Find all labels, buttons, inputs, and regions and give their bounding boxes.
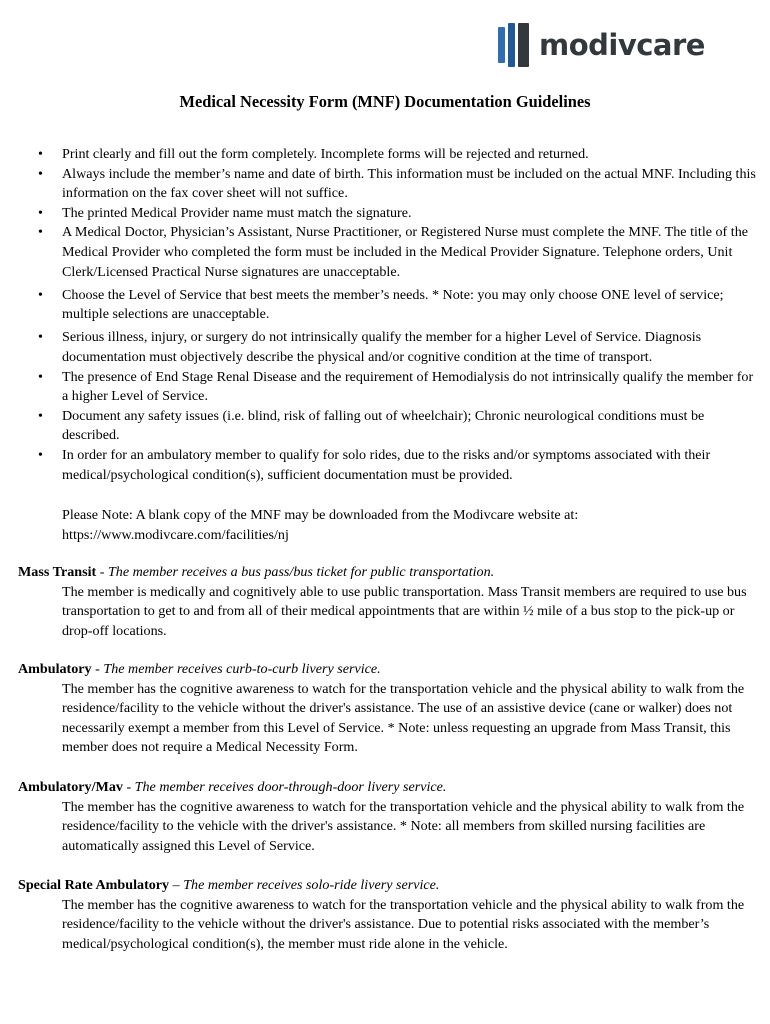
note-text: Please Note: A blank copy of the MNF may be downloaded from the Modivcare website at: [62,507,579,523]
section-desc: The member receives curb-to-curb livery service. [103,661,381,677]
section-mass-transit [18,563,758,641]
section-desc: The member receives a bus pass/bus ticket for public transportation. [107,564,495,580]
download-note [62,506,752,545]
bullet-item: • Print clearly and fill out the form completely. Incomplete forms will be rejected and returned. [0,145,760,165]
section-body: The member is medically and cognitively able to use public transportation. Mass Transit members are required to use bus transportation to get to and from all of their medical appointments that are within ½ mile of a bus stop to the pick-up or drop-off locations. [62,583,747,639]
section-body: The member has the cognitive awareness to watch for the transportation vehicle and the physical ability to walk from the residence/facility to the vehicle without the driver's assistance. The use of an assistive device (cane or walker) does not necessarily exempt a member from this Level of Service. * Note: unless requesting an upgrade from Mass Transit, this member does not require a Medical Necessity Form. [62,680,745,756]
section-body: The member has the cognitive awareness to watch for the transportation vehicle and the physical ability to walk from the residence/facility to the vehicle with the driver's assistance. * Note: all members from skilled nursing facilities are automatically assigned this Level of Service. [62,798,745,854]
bullet-item: • In order for an ambulatory member to qualify for solo rides, due to the risks and/or symptoms associated with their medical/psychological condition(s), sufficient documentation must be provided. [0,446,760,485]
section-sep: - [122,779,135,795]
section-name: Ambulatory [18,661,92,677]
bullet-item: • Document any safety issues (i.e. blind, risk of falling out of wheelchair); Chronic neurological conditions must be described. [0,407,760,446]
section-special-rate-ambulatory [18,876,758,954]
guidelines-list [0,145,760,485]
bullet-item: • A Medical Doctor, Physician’s Assistant, Nurse Practitioner, or Registered Nurse must complete the MNF. The title of the Medical Provider who completed the form must be included in the Medical Provider Signature. Telephone orders, Unit Clerk/Licensed Practical Nurse signatures are unacceptable. [0,223,760,282]
section-name: Special Rate Ambulatory [18,877,170,893]
bullet-item: • The presence of End Stage Renal Disease and the requirement of Hemodialysis do not intrinsically qualify the member for a higher Level of Service. [0,368,760,407]
section-name: Ambulatory/Mav [18,779,123,795]
section-ambulatory-mav [18,778,758,856]
section-sep: – [169,877,184,893]
section-name: Mass Transit [18,564,97,580]
bullet-item: • Choose the Level of Service that best meets the member’s needs. * Note: you may only choose ONE level of service; multiple selections are unacceptable. [0,286,760,325]
section-desc: The member receives door-through-door livery service. [134,779,447,795]
logo-bars-icon [498,23,529,67]
section-body: The member has the cognitive awareness to watch for the transportation vehicle and the physical ability to walk from the residence/facility to the vehicle without the driver's assistance. Due to potential risks associated with the member’s medical/psychological condition(s), the member must ride alone in the vehicle. [62,896,745,952]
section-sep: - [96,564,108,580]
section-sep: - [91,661,104,677]
logo-wordmark: modivcare [539,28,705,62]
section-ambulatory [18,660,758,758]
section-desc: The member receives solo-ride livery service. [183,877,440,893]
bullet-item: • The printed Medical Provider name must match the signature. [0,204,760,224]
bullet-item: • Serious illness, injury, or surgery do not intrinsically qualify the member for a higher Level of Service. Diagnosis documentation must objectively describe the physical and/or cognitive condition at the time of transport. [0,328,760,367]
modivcare-logo [498,22,705,68]
note-url: https://www.modivcare.com/facilities/nj [62,526,289,543]
bullet-item: • Always include the member’s name and date of birth. This information must be included on the actual MNF. Including this information on the fax cover sheet will not suffice. [0,165,760,204]
page-title: Medical Necessity Form (MNF) Documentation Guidelines [179,92,591,111]
